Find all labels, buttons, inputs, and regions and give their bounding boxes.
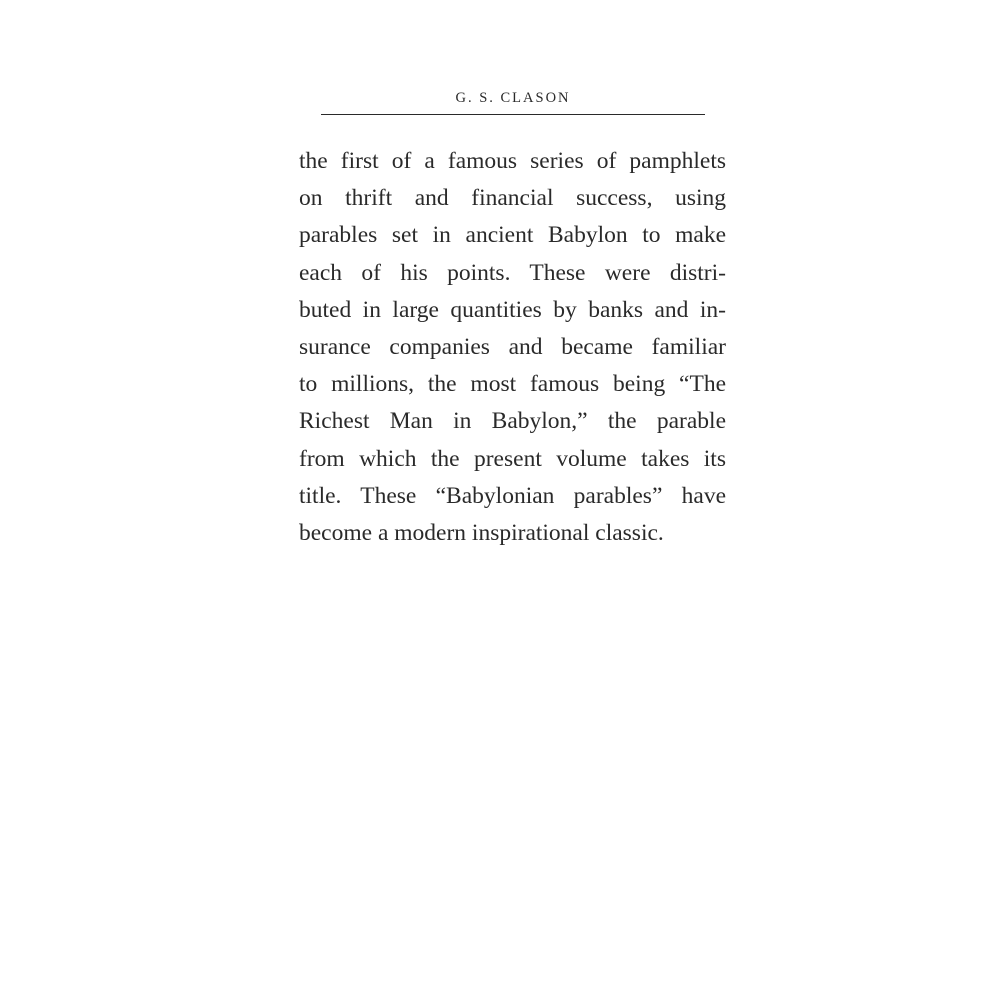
header-rule	[321, 114, 705, 115]
text-line: each of his points. These were distri-	[299, 259, 726, 286]
text-line: surance companies and became familiar	[299, 333, 726, 360]
text-line: on thrift and financial success, using	[299, 185, 726, 212]
text-line: buted in large quantities by banks and in-	[299, 296, 726, 323]
text-line: the first of a famous series of pamphlets	[299, 148, 726, 174]
text-line: title. These “Babylonian parables” have	[299, 482, 726, 509]
running-head: G. S. CLASON	[455, 90, 571, 106]
text-line: parables set in ancient Babylon to make	[299, 222, 726, 249]
body-paragraph	[299, 143, 726, 552]
text-line: from which the present volume takes its	[299, 445, 726, 472]
text-line: to millions, the most famous being “The	[299, 371, 726, 398]
text-line: become a modern inspirational classic.	[299, 519, 664, 546]
text-line: Richest Man in Babylon,” the parable	[299, 408, 726, 435]
